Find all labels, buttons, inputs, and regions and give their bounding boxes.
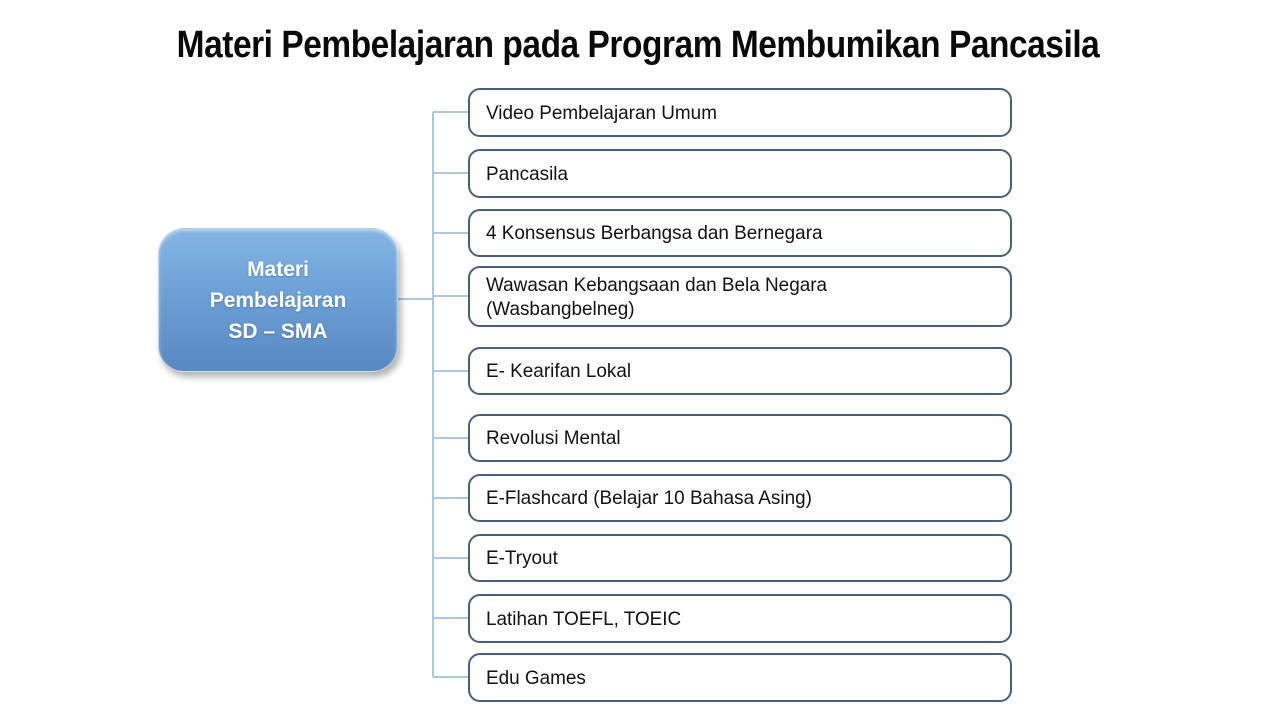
tree-node	[468, 88, 1012, 137]
tree-node	[468, 474, 1012, 522]
tree-node-label: Edu Games	[486, 666, 586, 689]
tree-node-label: Latihan TOEFL, TOEIC	[486, 607, 682, 630]
root-node-label-line: SD – SMA	[228, 319, 328, 343]
connector-branch	[433, 557, 468, 559]
connector-root	[396, 298, 433, 300]
tree-node-label: Wawasan Kebangsaan dan Bela Negara (Wasbangbelneg)	[486, 273, 828, 320]
tree-node	[468, 347, 1012, 395]
connector-branch	[433, 295, 468, 297]
tree-node-label: Pancasila	[486, 162, 569, 185]
tree-node-label: 4 Konsensus Berbangsa dan Bernegara	[486, 222, 823, 244]
connector-trunk	[432, 112, 434, 677]
connector-branch	[433, 676, 468, 678]
connector-branch	[433, 111, 468, 113]
connector-branch	[433, 370, 468, 372]
root-node	[158, 228, 398, 372]
page-title: Materi Pembelajaran pada Program Membumikan Pancasila	[176, 24, 1100, 66]
tree-node-label: E- Kearifan Lokal	[486, 360, 632, 382]
connector-branch	[433, 437, 468, 439]
tree-node-label: E-Flashcard (Belajar 10 Bahasa Asing)	[486, 487, 812, 509]
connector-branch	[433, 232, 468, 234]
tree-node-label: Video Pembelajaran Umum	[486, 101, 717, 124]
tree-node	[468, 266, 1012, 327]
tree-node	[468, 209, 1012, 257]
root-node-label-line: Pembelajaran	[209, 288, 347, 312]
root-node-label-line: Materi	[247, 257, 309, 281]
connector-branch	[433, 172, 468, 174]
tree-node	[468, 594, 1012, 643]
tree-node	[468, 534, 1012, 582]
tree-node	[468, 149, 1012, 198]
tree-node	[468, 653, 1012, 702]
tree-node-label: E-Tryout	[486, 547, 558, 569]
tree-node	[468, 414, 1012, 462]
tree-node-label: Revolusi Mental	[486, 427, 621, 449]
connector-branch	[433, 617, 468, 619]
connector-branch	[433, 497, 468, 499]
